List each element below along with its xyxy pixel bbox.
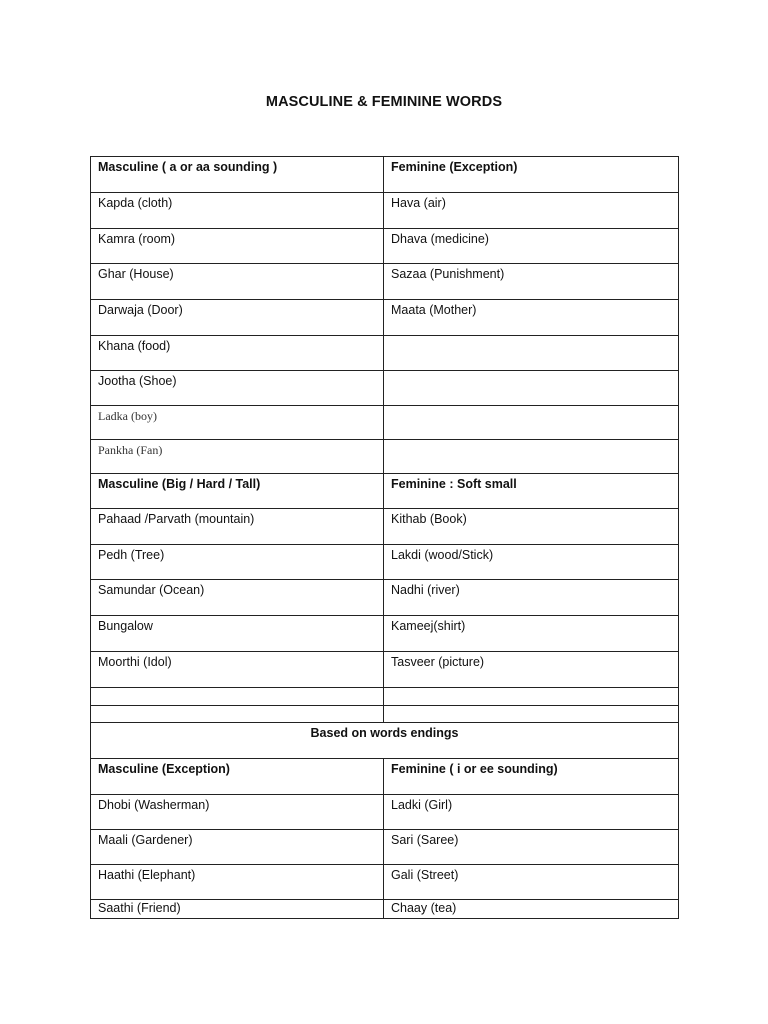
table-header-cell [91, 474, 384, 509]
table-cell [91, 830, 384, 865]
table-cell [384, 193, 679, 229]
feminine-word: Dhava (medicine) [391, 232, 489, 246]
masculine-word: Pedh (Tree) [98, 548, 165, 562]
empty-row [91, 706, 679, 723]
section-title: Based on words endings [310, 726, 459, 740]
table-cell [384, 900, 679, 919]
table-row [91, 229, 679, 264]
words-table [90, 156, 679, 919]
section-title-row [91, 723, 679, 759]
table-cell [91, 795, 384, 830]
table-cell [384, 371, 679, 406]
table-row [91, 865, 679, 900]
table-header-cell [91, 759, 384, 795]
table-cell [384, 865, 679, 900]
masculine-word: Pahaad /Parvath (mountain) [98, 512, 255, 526]
feminine-word: Maata (Mother) [391, 303, 477, 317]
table-cell [384, 616, 679, 652]
table-cell [384, 580, 679, 616]
header-feminine-label: Feminine : Soft small [391, 477, 517, 491]
masculine-word: Bungalow [98, 619, 153, 633]
feminine-word: Tasveer (picture) [391, 655, 485, 669]
table-cell [384, 264, 679, 300]
table-row [91, 264, 679, 300]
feminine-word: Gali (Street) [391, 868, 459, 882]
table-cell [91, 300, 384, 336]
table-cell [384, 406, 679, 440]
masculine-word: Dhobi (Washerman) [98, 798, 210, 812]
section-title-cell [91, 723, 679, 759]
header-feminine-label: Feminine ( i or ee sounding) [391, 762, 558, 776]
feminine-word [391, 440, 678, 443]
table-cell [91, 900, 384, 919]
table-cell [91, 509, 384, 545]
table-cell [91, 616, 384, 652]
table-row [91, 830, 679, 865]
masculine-word: Ladka (boy) [98, 409, 157, 423]
masculine-word: Darwaja (Door) [98, 303, 183, 317]
table-row [91, 652, 679, 688]
table-row [91, 795, 679, 830]
header-feminine-label: Feminine (Exception) [391, 160, 518, 174]
table-cell [91, 545, 384, 580]
table-cell [91, 440, 384, 474]
feminine-word: Chaay (tea) [391, 901, 457, 915]
feminine-word: Sari (Saree) [391, 833, 459, 847]
table-row [91, 300, 679, 336]
table-cell [384, 795, 679, 830]
table-cell [91, 406, 384, 440]
table-cell [91, 264, 384, 300]
table-cell [91, 706, 384, 723]
table-row [91, 193, 679, 229]
masculine-word: Moorthi (Idol) [98, 655, 172, 669]
masculine-word: Khana (food) [98, 339, 171, 353]
table-cell [91, 371, 384, 406]
feminine-word: Nadhi (river) [391, 583, 460, 597]
feminine-word [391, 336, 678, 339]
table-row [91, 545, 679, 580]
feminine-word: Hava (air) [391, 196, 446, 210]
table-cell [384, 300, 679, 336]
feminine-word [391, 406, 678, 409]
page-title: MASCULINE & FEMININE WORDS [265, 94, 503, 110]
feminine-word: Kithab (Book) [391, 512, 467, 526]
table-header-cell [384, 157, 679, 193]
table-header-cell [384, 759, 679, 795]
masculine-word: Pankha (Fan) [98, 443, 163, 457]
masculine-word: Ghar (House) [98, 267, 174, 281]
table-row [91, 616, 679, 652]
feminine-word: Sazaa (Punishment) [391, 267, 505, 281]
header-masculine-label: Masculine (Exception) [98, 762, 230, 776]
table-row [91, 440, 679, 474]
table-cell [384, 652, 679, 688]
table-row [91, 336, 679, 371]
table-header-row [91, 474, 679, 509]
table-cell [384, 706, 679, 723]
feminine-word: Kameej(shirt) [391, 619, 466, 633]
masculine-word: Kapda (cloth) [98, 196, 173, 210]
table-header-cell [91, 157, 384, 193]
table-cell [384, 440, 679, 474]
table-cell [384, 830, 679, 865]
table-cell [91, 229, 384, 264]
masculine-word: Jootha (Shoe) [98, 374, 177, 388]
table-header-row [91, 157, 679, 193]
table-header-row [91, 759, 679, 795]
table-cell [91, 652, 384, 688]
table-cell [91, 865, 384, 900]
feminine-word: Lakdi (wood/Stick) [391, 548, 494, 562]
table-cell [91, 580, 384, 616]
table-row [91, 509, 679, 545]
table-row [91, 900, 679, 919]
table-cell [91, 193, 384, 229]
table-cell [384, 688, 679, 706]
table-header-cell [384, 474, 679, 509]
header-masculine-label: Masculine (Big / Hard / Tall) [98, 477, 261, 491]
masculine-word: Samundar (Ocean) [98, 583, 205, 597]
feminine-word [391, 371, 678, 374]
masculine-word: Kamra (room) [98, 232, 176, 246]
table-cell [91, 336, 384, 371]
table-row [91, 406, 679, 440]
table-cell [384, 509, 679, 545]
table-cell [384, 229, 679, 264]
table-cell [91, 688, 384, 706]
empty-row [91, 688, 679, 706]
table-row [91, 371, 679, 406]
masculine-word: Haathi (Elephant) [98, 868, 196, 882]
masculine-word: Maali (Gardener) [98, 833, 193, 847]
feminine-word: Ladki (Girl) [391, 798, 453, 812]
table-cell [384, 336, 679, 371]
table-cell [384, 545, 679, 580]
header-masculine-label: Masculine ( a or aa sounding ) [98, 160, 278, 174]
masculine-word: Saathi (Friend) [98, 901, 181, 915]
table-row [91, 580, 679, 616]
